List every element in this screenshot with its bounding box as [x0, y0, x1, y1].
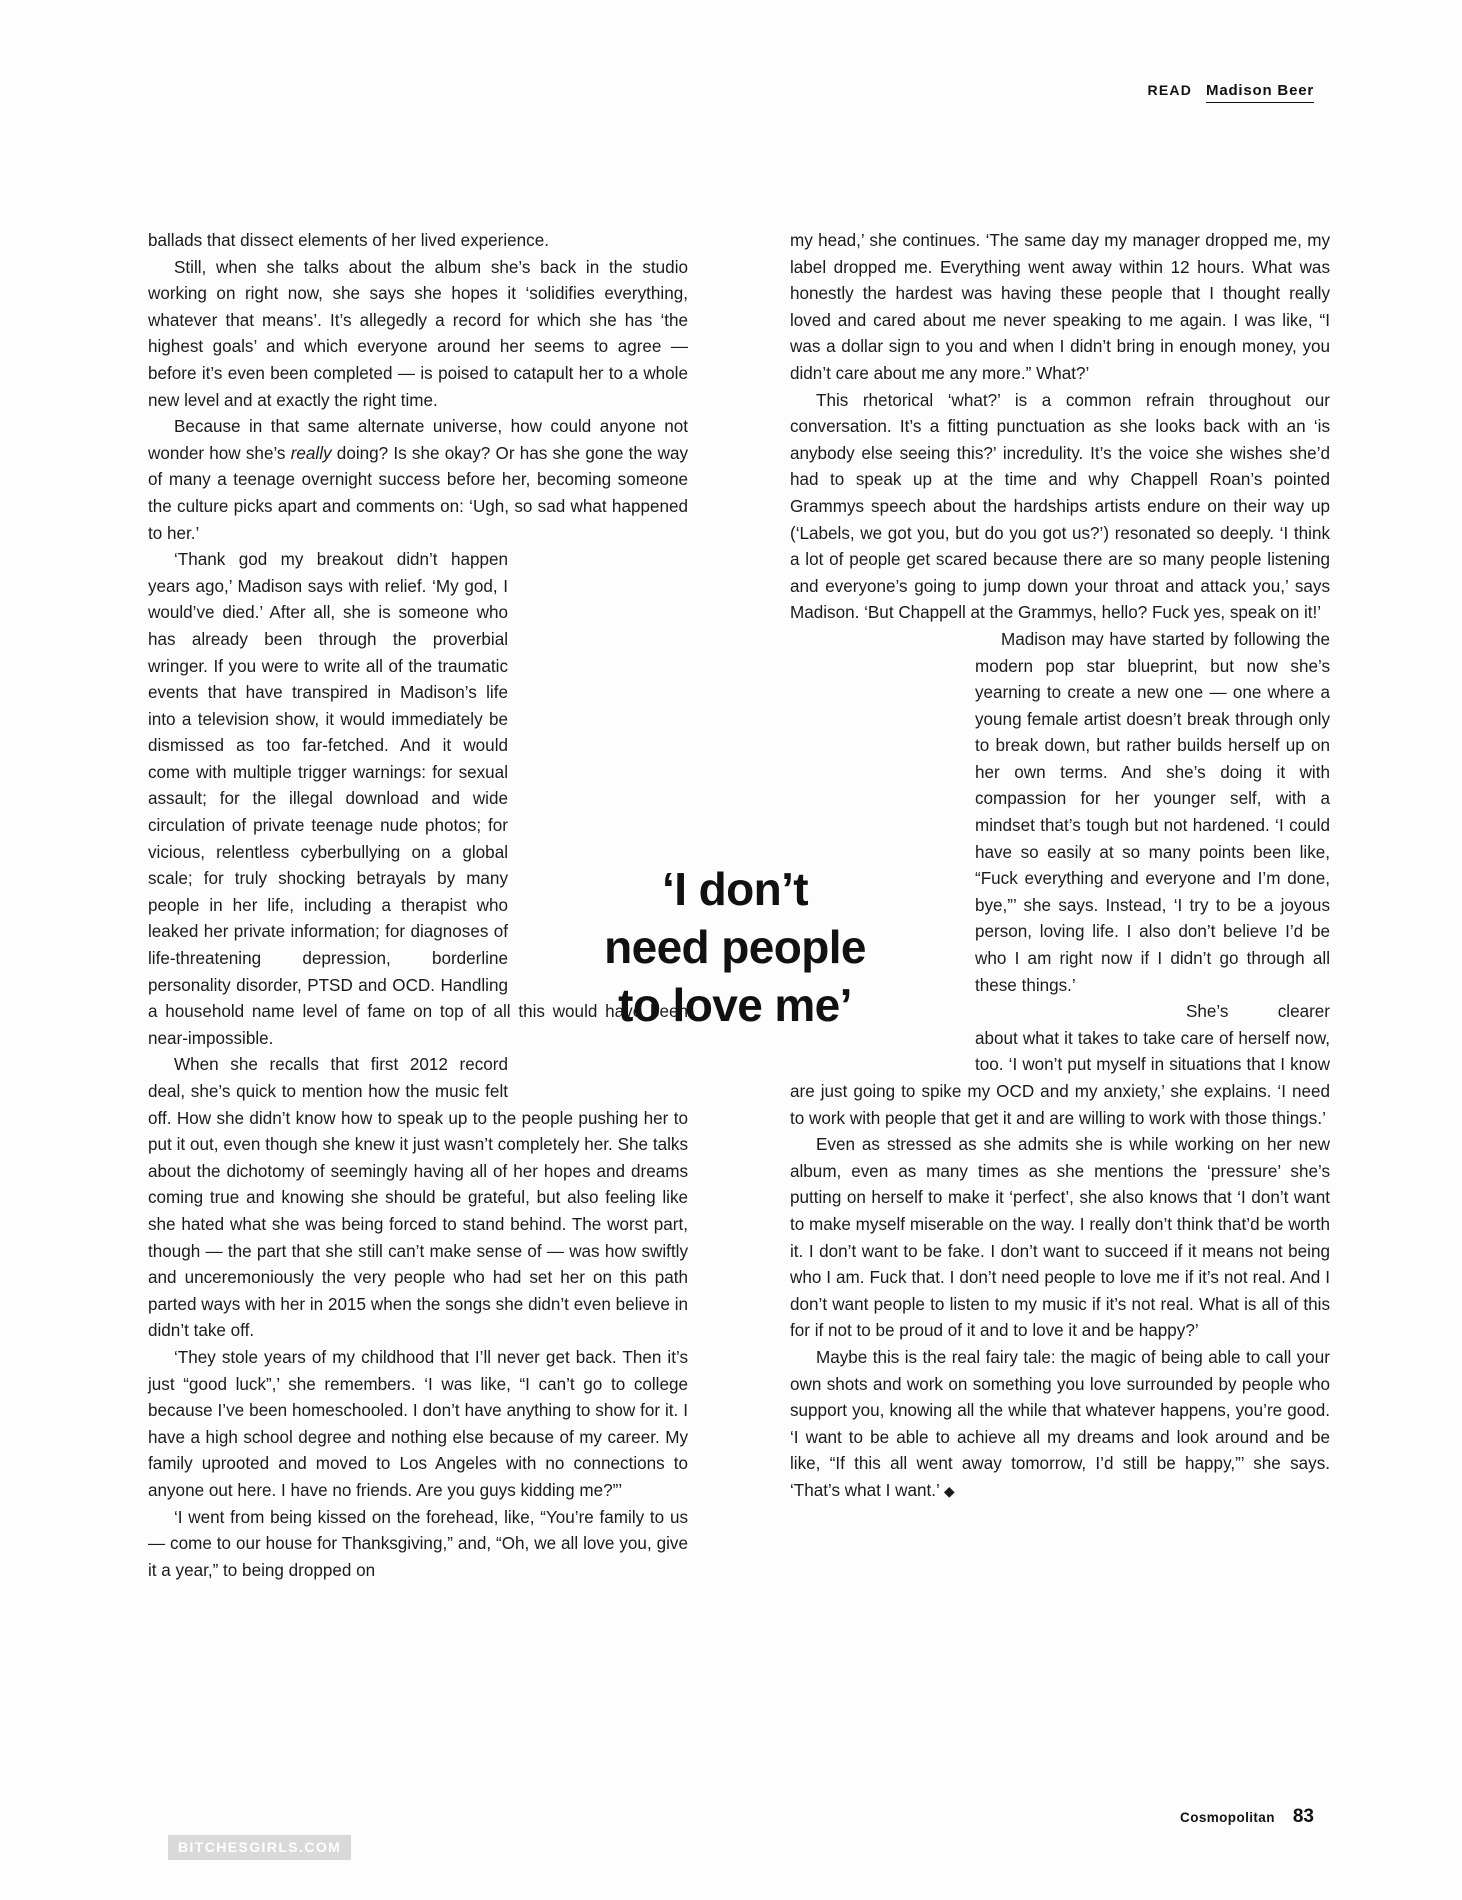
pull-quote-line: to love me’ [618, 979, 852, 1031]
paragraph: ‘Thank god my breakout didn’t happen years ago,’ Madison says with relief. ‘My god, I would’ve died.’ After all, she is someone who has already been through the proverbial wringer. If you were to write all of the traumatic events that have transpired in Madison’s life into a television show, it would immediately be dismissed as too far-fetched. And it would come with multiple trigger warnings: for sexual assault; for the illegal download and wide circulation of private teenage nude photos; for vicious, relentless cyberbullying on a global scale; for truly shocking betrayals by many people in her life, including a therapist who leaked her private information; for diagnoses of life-threatening depression, borderline personality disorder, PTSD and OCD. Handling a household name level of fame on top of all this would have been near-impossible. [148, 550, 688, 1048]
paragraph: This rhetorical ‘what?’ is a common refrain throughout our conversation. It’s a fitting punctuation as she looks back with an ‘is anybody else seeing this?’ incredulity. It’s the voice she wishes she’d had to speak up at the time and why Chappell Roan’s pointed Grammys speech about the hardships artists endure on their way up (‘Labels, we got you, but do you got us?’) resonated so deeply. ‘I think a lot of people get scared because there are so many people listening and everyone’s going to jump down your throat and attack you,’ says Madison. ‘But Chappell at the Grammys, hello? Fuck yes, speak on it!’ [790, 390, 1330, 623]
pull-quote-line: ‘I don’t [662, 863, 808, 915]
page-number: 83 [1292, 1806, 1314, 1827]
paragraph: ballads that dissect elements of her lived experience. [148, 231, 549, 250]
paragraph: When she recalls that first 2012 record deal, she’s quick to mention how the music felt off. How she didn’t know how to speak up to the people pushing her to put it out, even though she knew it just wasn’t completely her. She talks about the dichotomy of seemingly having all of her hopes and dreams coming true and knowing she should be grateful, but also feeling like she hated what she was being forced to stand behind. The worst part, though — the part that she still can’t make sense of — was how swiftly and unceremoniously the very people who had set her on this path parted ways with her in 2015 when the songs she didn’t even believe in didn’t take off. [148, 1052, 688, 1345]
header-article-title: Madison Beer [1206, 82, 1314, 103]
paragraph: Still, when she talks about the album she’s back in the studio working on right now, she says she hopes it ‘solidifies everything, whatever that means’. It’s allegedly a record for which she has ‘the highest goals’ and which everyone around her seems to agree — before it’s even been completed — is poised to catapult her to a whole new level and at exactly the right time. [148, 257, 688, 410]
emphasis: really [290, 443, 332, 463]
watermark: BITCHESGIRLS.COM [168, 1835, 351, 1860]
paragraph [790, 1345, 1330, 1505]
paragraph: Even as stressed as she admits she is while working on her new album, even as many times as she mentions the ‘pressure’ she’s putting on herself to make it ‘perfect’, she also knows that ‘I don’t want to make myself miserable on the way. I really don’t think that’d be worth it. I don’t want to be fake. I don’t want to succeed if it means not being who I am. Fuck that. I don’t need people to love me if it’s not real. And I don’t want people to listen to my music if it’s not real. What is all of this for if not to be proud of it and to love it and be happy?’ [790, 1135, 1330, 1341]
page-header [1148, 82, 1314, 103]
paragraph-text: Maybe this is the real fairy tale: the magic of being able to call your own shots and work on something you love surrounded by people who support you, knowing all the while that whatever happens, you’re good. ‘I want to be able to achieve all my dreams and look around and be like, “If this all went away tomorrow, I’d still be happy,”’ she says. ‘That’s what I want.’ [790, 1347, 1330, 1500]
end-mark-icon: ◆ [943, 1482, 955, 1499]
pull-quote-line: need people [604, 921, 866, 973]
paragraph: Madison may have started by following the modern pop star blueprint, but now she’s yearning to create a new one — one where a young female artist doesn’t break through only to break down, but rather builds herself up on her own terms. And she’s doing it with compassion for her younger self, with a mindset that’s tough but not hardened. ‘I could have so easily at so many points been like, “Fuck everything and everyone and I’m done, bye,”’ she says. Instead, ‘I try to be a joyous person, loving life. I also don’t believe I’d be who I am right now if I didn’t go through all these things.’ [790, 627, 1330, 999]
paragraph: Because in that same alternate universe, how could anyone not wonder how she’s really doing? Is she okay? Or has she gone the way of many a teenage overnight success before her, becoming someone the culture picks apart and comments on: ‘Ugh, so sad what happened to her.’ [148, 417, 689, 543]
footer-brand: Cosmopolitan [1180, 1810, 1275, 1825]
pullquote-wrap-spacer [975, 999, 1160, 1025]
paragraph: my head,’ she continues. ‘The same day my manager dropped me, my label dropped me. Everything went away within 12 hours. What was honestly the hardest was having these people that I thought really loved and cared about me never speaking to me again. I was like, “I was a dollar sign to you and when I didn’t bring in enough money, you didn’t care about me any more.” What?’ [790, 231, 1330, 383]
paragraph: ‘I went from being kissed on the forehead, like, “You’re family to us — come to our house for Thanksgiving,” and, “Oh, we all love you, give it a year,” to being dropped on [148, 1507, 688, 1580]
paragraph: She’s clearer about what it takes to take care of herself now, too. ‘I won’t put myself in situations that I know are just going to spike my OCD and my anxiety,’ she explains. ‘I need to work with people that get it and are willing to work with those things.’ [790, 999, 1330, 1132]
pullquote-wrap-spacer [508, 1052, 688, 1080]
page-footer [1180, 1806, 1314, 1828]
header-kicker: READ [1147, 82, 1193, 98]
pull-quote [560, 860, 910, 1034]
paragraph: ‘They stole years of my childhood that I’ll never get back. Then it’s just “good luck”,’ she remembers. ‘I was like, “I can’t go to college because I’ve been homeschooled. I don’t have anything to show for it. I have a high school degree and nothing else because of my career. My family uprooted and moved to Los Angeles with no connections to anyone out here. I have no friends. Are you guys kidding me?”’ [148, 1347, 688, 1500]
